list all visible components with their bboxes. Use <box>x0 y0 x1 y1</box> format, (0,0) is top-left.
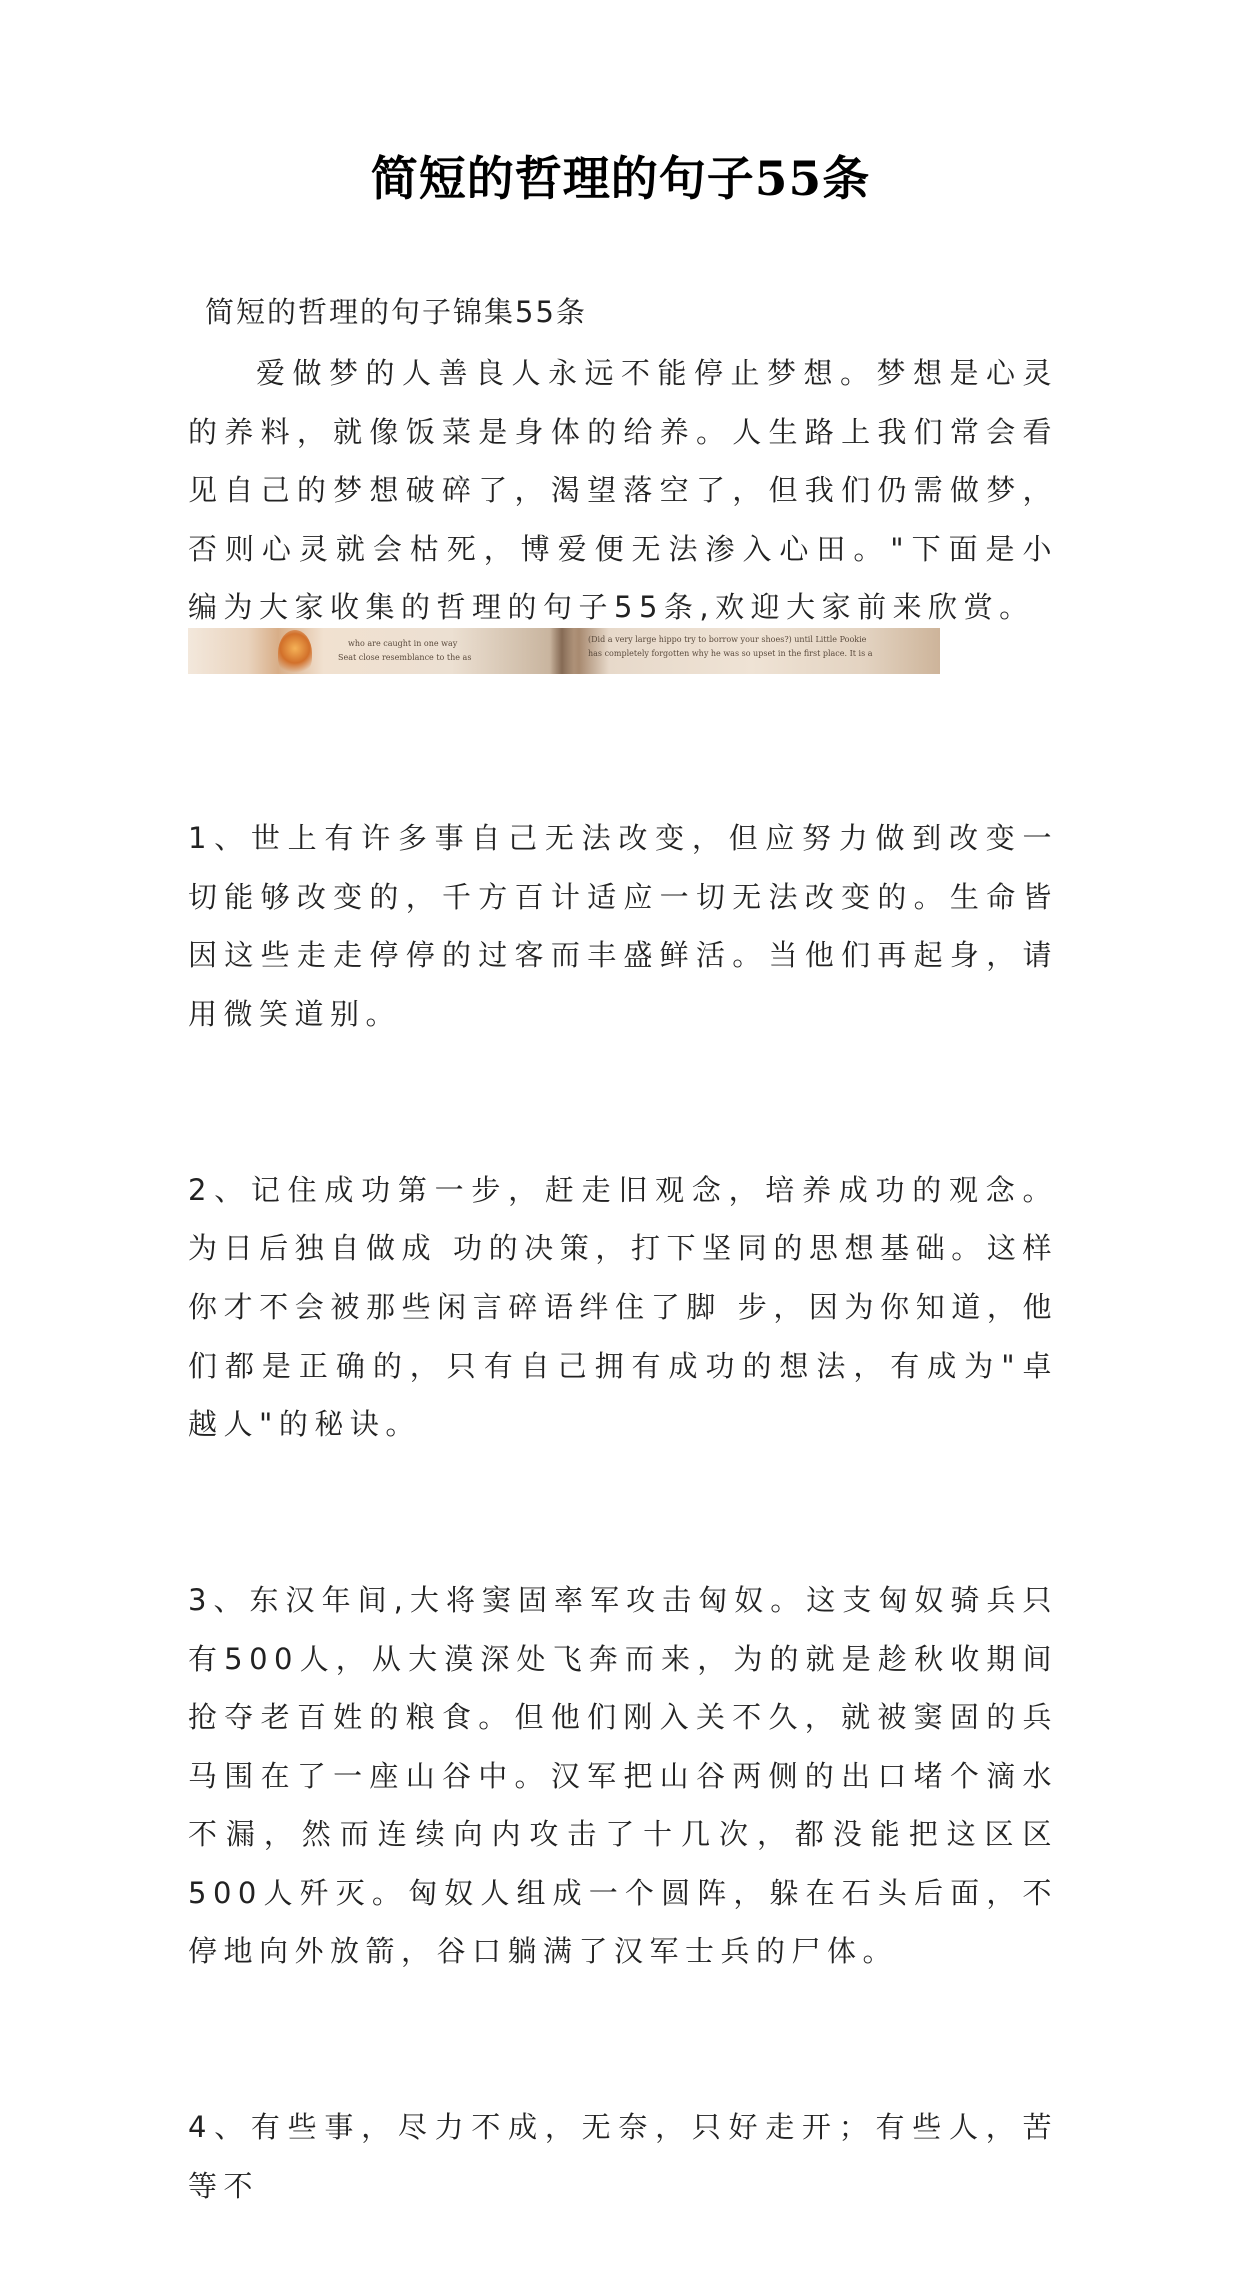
candle-flame-graphic <box>278 630 312 674</box>
book-photo-banner <box>188 628 940 674</box>
photo-text-left-2: Seat close resemblance to the as <box>338 653 472 662</box>
list-item: 4、有些事，尽力不成，无奈，只好走开；有些人，苦等不 <box>188 2110 1058 2203</box>
book-spine-shadow <box>550 628 574 674</box>
document-subtitle: 简短的哲理的句子锦集55条 <box>205 295 587 329</box>
list-item: 3、东汉年间,大将窦固率军攻击匈奴。这支匈奴骑兵只有500人，从大漠深处飞奔而来，为的就是趁秋收期间抢夺老百姓的粮食。但他们刚入关不久，就被窦固的兵马围在了一座山谷中。汉军把山谷两侧的出口堵个滴水不漏，然而连续向内攻击了十几次，都没能把这区区500人歼灭。匈奴人组成一个圆阵，躲在石头后面，不停地向外放箭，谷口躺满了汉军士兵的尸体。 <box>188 1582 1058 1969</box>
photo-text-right-2: has completely forgotten why he was so upset in the first place. It is a <box>588 649 873 658</box>
list-item: 1、世上有许多事自己无法改变，但应努力做到改变一切能够改变的，千方百计适应一切无法改变的。生命皆因这些走走停停的过客而丰盛鲜活。当他们再起身，请用微笑道别。 <box>188 821 1058 1031</box>
sentence-list <box>188 692 1074 2274</box>
photo-text-left-1: who are caught in one way <box>348 639 458 648</box>
page-title: 简短的哲理的句子55条 <box>370 152 871 207</box>
list-item: 2、记住成功第一步，赶走旧观念，培养成功的观念。为日后独自做成 功的决策，打下坚同的思想基础。这样你才不会被那些闲言碎语绊住了脚 步，因为你知道，他们都是正确的，只有自己拥有成功的想法，有成为"卓 越人"的秘诀。 <box>188 1172 1074 1442</box>
photo-text-right-1: (Did a very large hippo try to borrow your shoes?) until Little Pookie <box>588 635 867 644</box>
intro-paragraph: 爱做梦的人善良人永远不能停止梦想。梦想是心灵的养料，就像饭菜是身体的给养。人生路上我们常会看见自己的梦想破碎了，渴望落空了，但我们仍需做梦，否则心灵就会枯死，博爱便无法渗入心田。"下面是小编为大家收集的哲理的句子55条,欢迎大家前来欣赏。 <box>188 356 1058 625</box>
